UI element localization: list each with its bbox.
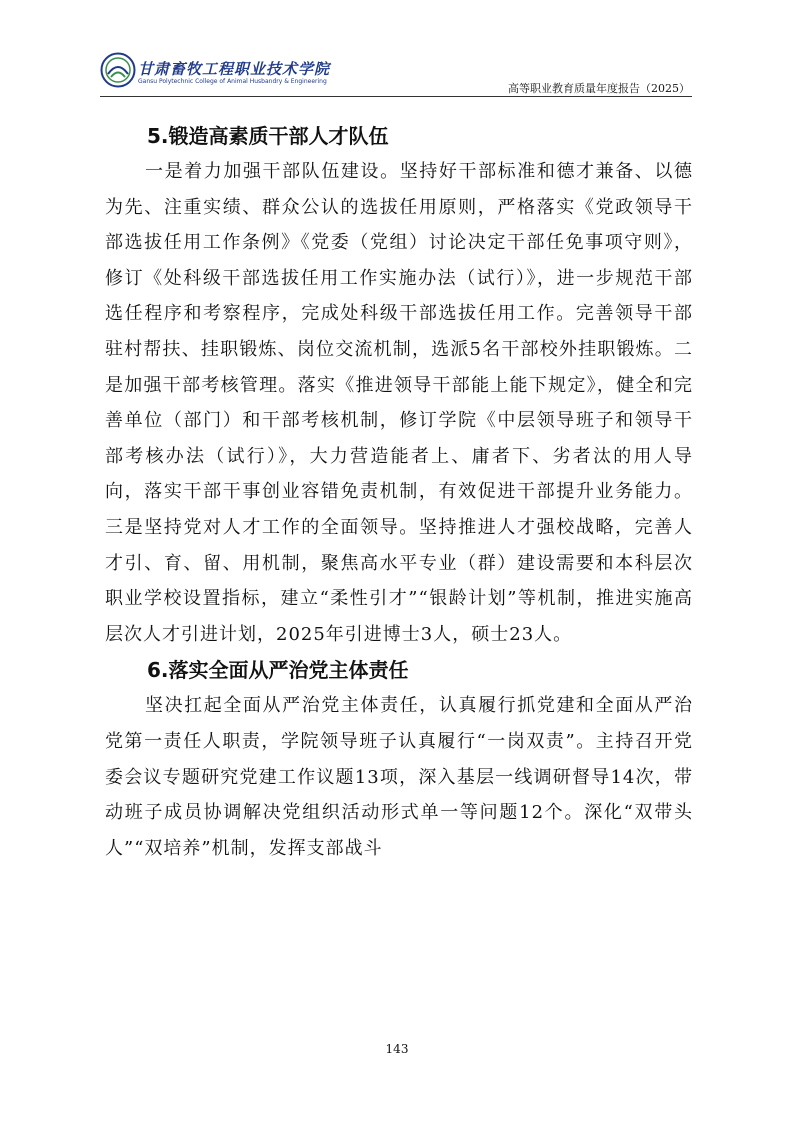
page-number: 143 [385, 1042, 409, 1056]
college-emblem-icon [100, 52, 136, 88]
section-heading: 5.锻造高素质干部人才队伍 [147, 124, 389, 148]
page-header [100, 48, 692, 96]
section-paragraph: 一是着力加强干部队伍建设。坚持好干部标准和德才兼备、以德为先、注重实绩、群众公认的选拔任用原则，严格落实《党政领导干部选拔任用工作条例》《党委（党组）讨论决定干部任免事项守则》，修订《处科级干部选拔任用工作实施办法（试行）》，进一步规范干部选任程序和考察程序，完成处科级干部选拔任用工作。完善领导干部驻村帮扶、挂职锻炼、岗位交流机制，选派5名干部校外挂职锻炼。二是加强干部考核管理。落实《推进领导干部能上能下规定》，健全和完善单位（部门）和干部考核机制，修订学院《中层领导班子和领导干部考核办法（试行）》，大力营造能者上、庸者下、劣者汰的用人导向，落实干部干事创业容错免责机制，有效促进干部提升业务能力。三是坚持党对人才工作的全面领导。坚持推进人才强校战略，完善人才引、育、留、用机制，聚焦高水平专业（群）建设需要和本科层次职业学校设置指标，建立“柔性引才”“银龄计划”等机制，推进实施高层次人才引进计划，2025年引进博士3人，硕士23人。 [105, 161, 693, 645]
school-name-cn: 甘肃畜牧工程职业技术学院 [138, 60, 331, 78]
page-content [105, 118, 693, 866]
section-heading: 6.落实全面从严治党主体责任 [147, 658, 409, 683]
report-title: 高等职业教育质量年度报告（2025） [508, 82, 690, 95]
school-name-en: Gansu Polytechnic College of Animal Husbandry & Engineering [138, 78, 327, 85]
section-paragraph: 坚决扛起全面从严治党主体责任，认真履行抓党建和全面从严治党第一责任人职责，学院领导班子认真履行“一岗双责”。主持召开党委会议专题研究党建工作议题13项，深入基层一线调研督导14次，带动班子成员协调解决党组织活动形式单一等问题12个。深化“双带头人”“双培养”机制，发挥支部战斗 [105, 695, 693, 859]
header-divider [100, 96, 692, 97]
